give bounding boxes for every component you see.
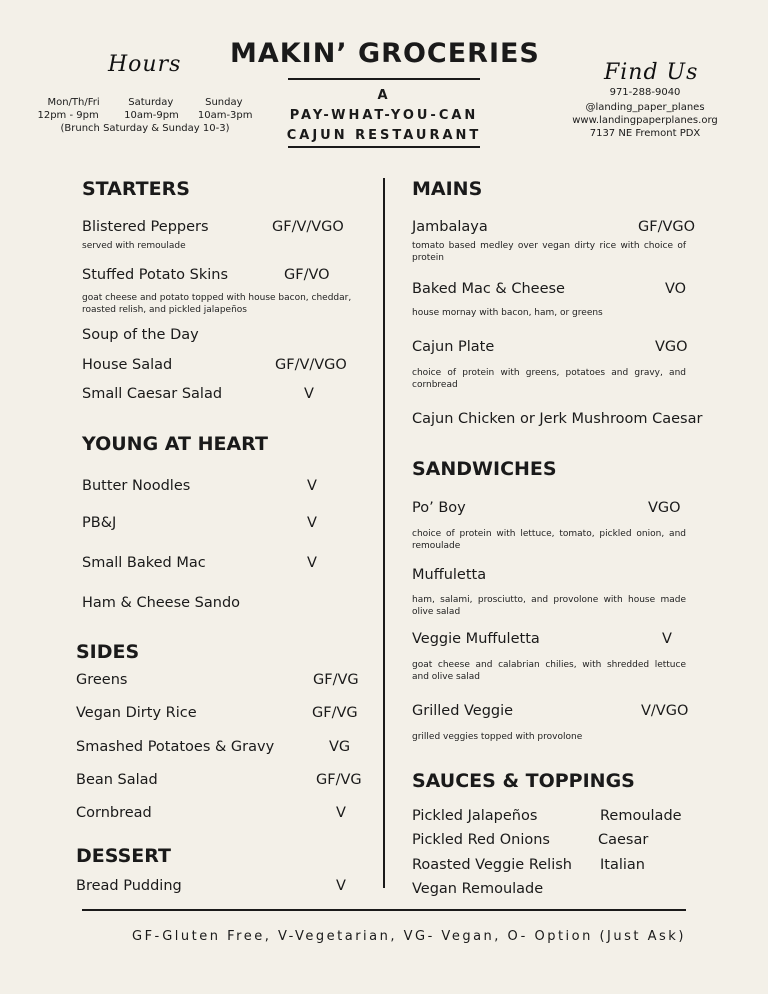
starter-tag: V [304,386,314,402]
sides-heading: SIDES [76,641,140,663]
hours-block [30,96,260,135]
contact-phone: 971-288-9040 [609,87,681,98]
contact-block [560,86,730,140]
starters-heading: STARTERS [82,178,190,200]
sandwiches-heading: SANDWICHES [412,458,557,480]
sauce-item: Pickled Red Onions [412,832,550,848]
young-name: Butter Noodles [82,478,191,494]
young-name: Ham & Cheese Sando [82,595,241,611]
hours-title: Hours [108,52,182,77]
young-name: PB&J [82,515,117,531]
side-name: Greens [76,672,128,688]
side-tag: GF/VG [316,772,362,788]
starter-tag: GF/VO [284,267,330,283]
starter-tag: GF/V/VGO [272,219,344,235]
side-name: Cornbread [76,805,152,821]
dessert-name: Bread Pudding [76,878,182,894]
main-tag: VGO [655,339,688,355]
main-desc: choice of protein with greens, potatoes and gravy, and cornbread [412,368,686,390]
side-name: Vegan Dirty Rice [76,705,197,721]
mains-heading: MAINS [412,178,483,200]
main-name: Jambalaya [412,219,488,235]
starter-name: Small Caesar Salad [82,386,223,402]
sandwich-tag: V [662,631,672,647]
sandwich-desc: goat cheese and calabrian chilies, with shredded lettuce and olive salad [412,660,686,682]
starter-desc: goat cheese and potato topped with house bacon, cheddar, roasted relish, and pickled jalapeños [82,293,352,315]
sandwich-tag: V/VGO [641,703,689,719]
sauce-item: Remoulade [600,808,682,824]
subtitle-a: A [377,88,391,103]
sandwich-name: Veggie Muffuletta [412,631,540,647]
title-rule-top [288,78,480,80]
starter-name: House Salad [82,357,173,373]
column-divider [383,178,385,888]
side-tag: GF/VG [313,672,359,688]
subtitle-c: CAJUN RESTAURANT [286,128,482,143]
main-name: Cajun Chicken or Jerk Mushroom Caesar [412,411,703,427]
sandwich-name: Grilled Veggie [412,703,514,719]
young-tag: V [307,478,317,494]
young-name: Small Baked Mac [82,555,206,571]
side-name: Smashed Potatoes & Gravy [76,739,275,755]
starter-name: Stuffed Potato Skins [82,267,229,283]
contact-address: 7137 NE Fremont PDX [589,128,701,139]
main-desc: house mornay with bacon, ham, or greens [412,308,603,318]
contact-website: www.landingpaperplanes.org [572,115,718,126]
sauce-item: Caesar [598,832,649,848]
sauce-item: Italian [600,857,645,873]
sauce-item: Pickled Jalapeños [412,808,538,824]
dessert-heading: DESSERT [76,845,171,867]
starter-desc: served with remoulade [82,241,186,251]
side-tag: GF/VG [312,705,358,721]
side-name: Bean Salad [76,772,158,788]
sandwich-name: Muffuletta [412,567,487,583]
starter-tag: GF/V/VGO [275,357,347,373]
find-us-title: Find Us [604,60,699,85]
sandwich-desc: ham, salami, prosciutto, and provolone with house made olive salad [412,595,686,617]
restaurant-subtitle [274,86,494,146]
sandwich-desc: choice of protein with lettuce, tomato, pickled onion, and remoulade [412,529,686,551]
hours-days: Mon/Th/Fri Saturday Sunday [47,97,243,108]
sandwich-desc: grilled veggies topped with provolone [412,732,583,742]
sauces-heading: SAUCES & TOPPINGS [412,770,635,792]
sauce-item: Vegan Remoulade [412,881,544,897]
main-tag: GF/VGO [638,219,696,235]
sandwich-name: Po’ Boy [412,500,466,516]
young-tag: V [307,515,317,531]
hours-brunch: (Brunch Saturday & Sunday 10-3) [60,123,230,134]
young-tag: V [307,555,317,571]
side-tag: VG [329,739,351,755]
main-name: Cajun Plate [412,339,495,355]
restaurant-name: MAKIN’ GROCERIES [230,38,540,69]
sauce-item: Roasted Veggie Relish [412,857,572,873]
main-tag: VO [665,281,687,297]
starter-name: Soup of the Day [82,327,199,343]
sandwich-tag: VGO [648,500,681,516]
dessert-tag: V [336,878,346,894]
main-desc: tomato based medley over vegan dirty rice with choice of protein [412,241,686,263]
hours-times: 12pm - 9pm 10am-9pm 10am-3pm [37,110,253,121]
title-rule-bottom [288,146,480,148]
starter-name: Blistered Peppers [82,219,209,235]
contact-handle: @landing_paper_planes [585,102,705,113]
main-name: Baked Mac & Cheese [412,281,565,297]
young-heading: YOUNG AT HEART [82,433,268,455]
footer-rule [82,909,686,911]
subtitle-b: PAY-WHAT-YOU-CAN [289,108,479,123]
side-tag: V [336,805,346,821]
dietary-legend: GF-Gluten Free, V-Vegetarian, VG- Vegan, O- Option (Just Ask) [132,929,686,944]
